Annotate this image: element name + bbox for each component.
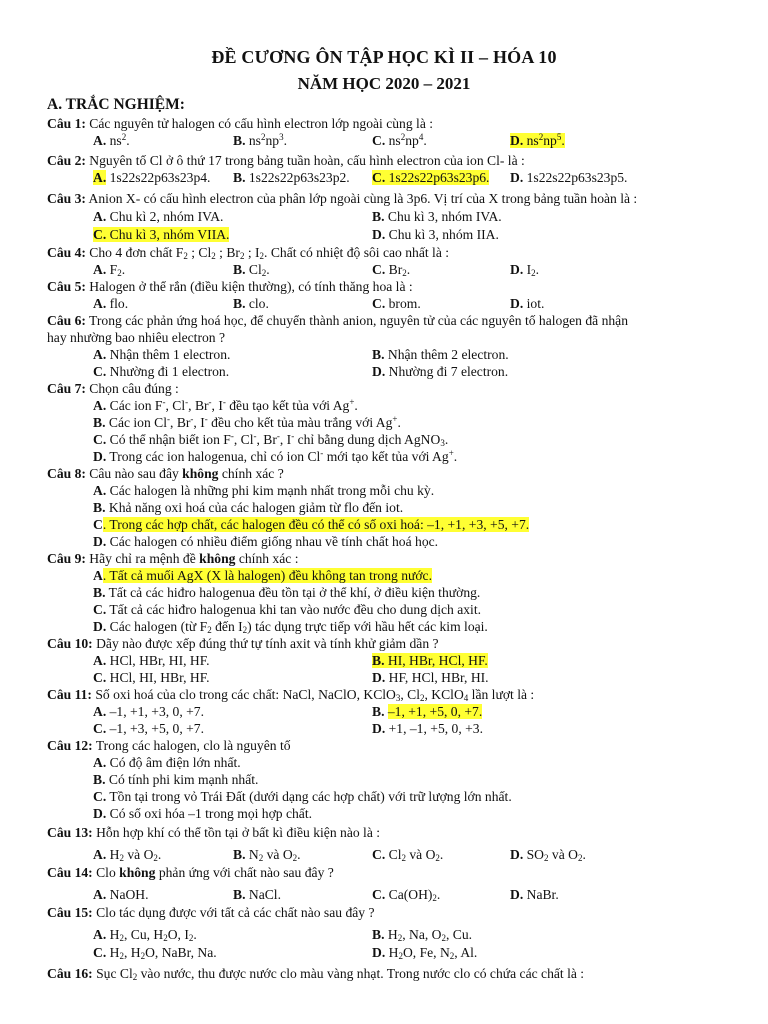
- question-16: Câu 16: Sục $Cl_2$ vào nước, thu được nước clo màu vàng nhạt. Trong nước clo có chứa các chất là :: [47, 966, 585, 982]
- q6-option-b: B. Nhận thêm 2 electron.: [372, 347, 509, 362]
- q7-option-c: C. Có thể nhận biết ion F-, Cl-, Br-, I- chỉ bằng dung dịch AgNO$_3$.: [93, 431, 449, 448]
- question-10: Câu 10: Dãy nào được xếp đúng thứ tự tính axit và tính khử giảm dần ?: [47, 636, 439, 651]
- question-13: Câu 13: Hỗn hợp khí có thể tồn tại ở bất kì điều kiện nào là :: [47, 825, 381, 840]
- q1-option-c: C. $ns^2np^4$.: [372, 132, 427, 148]
- q4-option-d: D. $I_2$.: [510, 262, 540, 278]
- q1-option-d: D. $ns^2np^5$.: [510, 132, 565, 148]
- question-2: Câu 2: Nguyên tố Cl ở ô thứ 17 trong bảng tuần hoàn, cấu hình electron của ion Cl- là :: [47, 153, 525, 168]
- q4-option-b: B. $Cl_2$.: [233, 262, 270, 278]
- q9-option-b: B. Tất cả các hiđro halogenua đều tồn tại ở thể khí, ở điều kiện thường.: [93, 585, 481, 600]
- q3-option-d: D. Chu kì 3, nhóm IIA.: [372, 227, 499, 242]
- question-4: Câu 4: Cho 4 đơn chất $F_2$ ; $Cl_2$ ; $Br_2$ ; $I_2$. Chất có nhiệt độ sôi cao nhất là :: [47, 245, 450, 261]
- q15-option-b: B. $H_2$, Na, $O_2$, Cu.: [372, 927, 473, 943]
- question-3: Câu 3: Anion X- có cấu hình electron của phân lớp ngoài cùng là 3p6. Vị trí của X trong bảng tuần hoàn là :: [47, 191, 638, 206]
- page-title: ĐỀ CƯƠNG ÔN TẬP HỌC KÌ II – HÓA 10: [211, 47, 557, 67]
- q14-option-b: B. NaCl.: [233, 887, 281, 902]
- q11-option-a: A. –1, +1, +3, 0, +7.: [93, 704, 204, 719]
- q7-option-a: A. Các ion F-, Cl-, Br-, I- đều tạo kết tủa với Ag+.: [93, 397, 358, 413]
- q14-option-c: C. $Ca(OH)_2$.: [372, 887, 441, 903]
- q14-option-a: A. NaOH.: [93, 887, 149, 902]
- q10-option-d: D. HF, HCl, HBr, HI.: [372, 670, 489, 685]
- q1-option-b: B. $ns^2np^3$.: [233, 132, 287, 148]
- q2-option-c: C. 1s22s22p63s23p6.: [372, 170, 490, 185]
- q11-option-d: D. +1, –1, +5, 0, +3.: [372, 721, 483, 736]
- q10-option-c: C. HCl, HI, HBr, HF.: [93, 670, 210, 685]
- q1-option-a: A. $ns^2$.: [93, 132, 130, 148]
- q8-option-b: B. Khả năng oxi hoá của các halogen giảm từ flo đến iot.: [93, 500, 404, 515]
- q2-option-b: B. 1s22s22p63s23p2.: [233, 170, 350, 185]
- q2-option-d: D. 1s22s22p63s23p5.: [510, 170, 628, 185]
- section-heading: A. TRẮC NGHIỆM:: [47, 96, 185, 113]
- q10-option-b: B. HI, HBr, HCl, HF.: [372, 653, 488, 668]
- q2-option-a: A. 1s22s22p63s23p4.: [93, 170, 211, 185]
- question-1: Câu 1: Các nguyên tử halogen có cấu hình electron lớp ngoài cùng là :: [47, 116, 434, 131]
- q7-option-d: D. Trong các ion halogenua, chỉ có ion Cl- mới tạo kết tủa với Ag+.: [93, 448, 458, 464]
- question-5: Câu 5: Halogen ở thể rắn (điều kiện thường), có tính thăng hoa là :: [47, 279, 413, 294]
- q8-option-c: C. Trong các hợp chất, các halogen đều có thể có số oxi hoá: –1, +1, +3, +5, +7.: [93, 517, 530, 532]
- q6-option-a: A. Nhận thêm 1 electron.: [93, 347, 231, 362]
- page-subtitle: NĂM HỌC 2020 – 2021: [297, 74, 471, 93]
- q13-option-a: A. $H_2$ và $O_2$.: [93, 847, 162, 863]
- q5-option-d: D. iot.: [510, 296, 545, 311]
- question-9: Câu 9: Hãy chỉ ra mệnh đề không chính xác :: [47, 551, 299, 566]
- q6-option-d: D. Nhường đi 7 electron.: [372, 364, 509, 379]
- q6-option-c: C. Nhường đi 1 electron.: [93, 364, 230, 379]
- q11-option-c: C. –1, +3, +5, 0, +7.: [93, 721, 204, 736]
- q12-option-d: D. Có số oxi hóa –1 trong mọi hợp chất.: [93, 806, 313, 821]
- question-7: Câu 7: Chọn câu đúng :: [47, 381, 179, 396]
- q11-option-b: B. –1, +1, +5, 0, +7.: [372, 704, 483, 719]
- question-15: Câu 15: Clo tác dụng được với tất cả các chất nào sau đây ?: [47, 905, 375, 920]
- q10-option-a: A. HCl, HBr, HI, HF.: [93, 653, 210, 668]
- question-6: Câu 6: Trong các phản ứng hoá học, để chuyển thành anion, nguyên tử của các nguyên tố halogen đã nhận: [47, 313, 629, 328]
- q12-option-a: A. Có độ âm điện lớn nhất.: [93, 755, 241, 770]
- q9-option-a: A. Tất cả muối AgX (X là halogen) đều không tan trong nước.: [93, 568, 432, 583]
- q13-option-d: D. $SO_2$ và $O_2$.: [510, 847, 586, 863]
- question-8: Câu 8: Câu nào sau đây không chính xác ?: [47, 466, 284, 481]
- question-6-cont: hay nhường bao nhiêu electron ?: [47, 330, 225, 345]
- q15-option-c: C. $H_2$, $H_2O$, NaBr, Na.: [93, 945, 217, 961]
- q3-option-a: A. Chu kì 2, nhóm IVA.: [93, 209, 224, 224]
- q4-option-a: A. $F_2$.: [93, 262, 126, 278]
- q3-option-c: C. Chu kì 3, nhóm VIIA.: [93, 227, 230, 242]
- q8-option-a: A. Các halogen là những phi kim mạnh nhất trong mỗi chu kỳ.: [93, 483, 435, 498]
- question-12: Câu 12: Trong các halogen, clo là nguyên tố: [47, 738, 291, 753]
- question-11: Câu 11: Số oxi hoá của clo trong các chất: NaCl, NaClO, KClO$_3$, $Cl_2$, KClO$_4$ lần lượt là :: [47, 687, 535, 703]
- q13-option-c: C. $Cl_2$ và $O_2$.: [372, 847, 444, 863]
- q14-option-d: D. NaBr.: [510, 887, 559, 902]
- q5-option-a: A. flo.: [93, 296, 129, 311]
- q12-option-b: B. Có tính phi kim mạnh nhất.: [93, 772, 259, 787]
- q15-option-d: D. $H_2O$, Fe, $N_2$, Al.: [372, 945, 478, 961]
- q15-option-a: A. $H_2$, Cu, $H_2O$, $I_2$.: [93, 927, 197, 943]
- q5-option-c: C. brom.: [372, 296, 421, 311]
- question-14: Câu 14: Clo không phản ứng với chất nào sau đây ?: [47, 865, 334, 880]
- q7-option-b: B. Các ion Cl-, Br-, I- đều cho kết tủa màu trắng với Ag+.: [93, 414, 401, 430]
- q8-option-d: D. Các halogen có nhiều điểm giống nhau về tính chất hoá học.: [93, 534, 439, 549]
- q9-option-d: D. Các halogen (từ $F_2$ đến $I_2$) tác dụng trực tiếp với hầu hết các kim loại.: [93, 619, 488, 635]
- q12-option-c: C. Tồn tại trong vỏ Trái Đất (dưới dạng các hợp chất) với trữ lượng lớn nhất.: [93, 789, 512, 804]
- q9-option-c: C. Tất cả các hiđro halogenua khi tan vào nước đều cho dung dịch axit.: [93, 602, 482, 617]
- q4-option-c: C. $Br_2$.: [372, 262, 411, 278]
- q3-option-b: B. Chu kì 3, nhóm IVA.: [372, 209, 502, 224]
- q13-option-b: B. $N_2$ và $O_2$.: [233, 847, 301, 863]
- q5-option-b: B. clo.: [233, 296, 269, 311]
